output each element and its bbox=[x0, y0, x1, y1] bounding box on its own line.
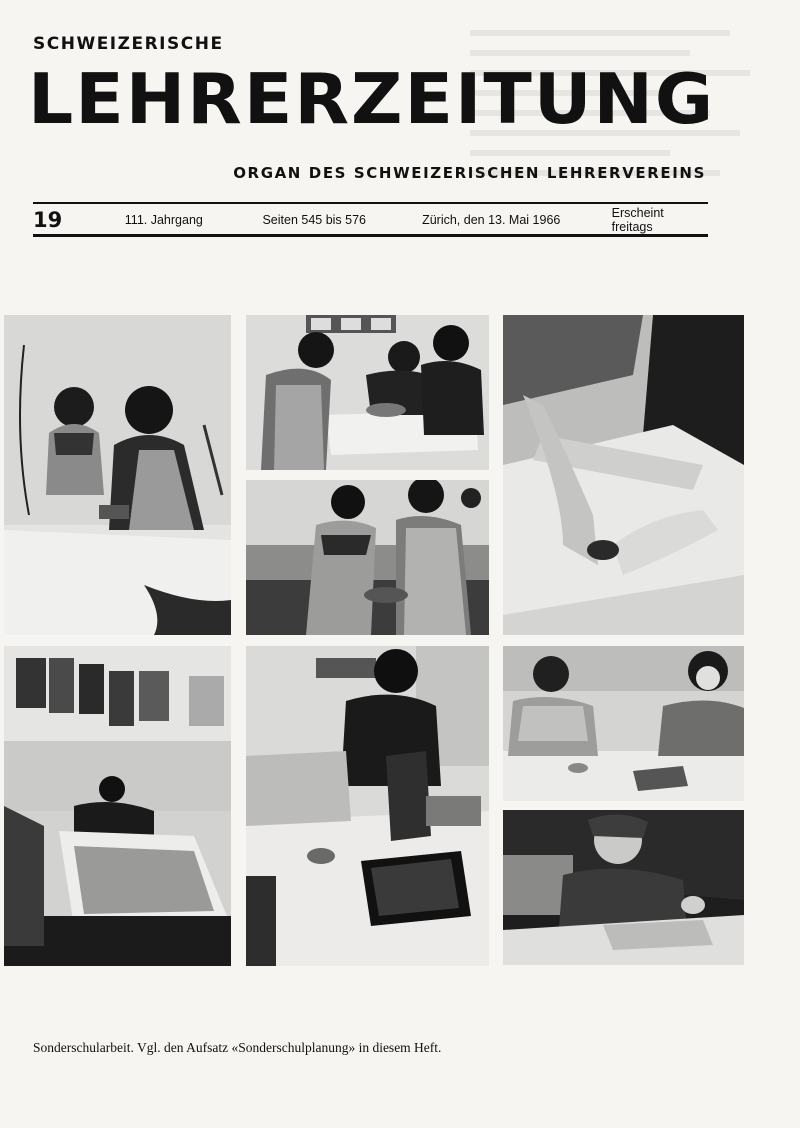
issue-frequency: Erscheint freitags bbox=[611, 206, 664, 234]
photo-child-crafting bbox=[503, 810, 744, 965]
masthead-subtitle: ORGAN DES SCHWEIZERISCHEN LEHRERVEREINS bbox=[233, 164, 706, 182]
issue-number: 19 bbox=[33, 208, 63, 232]
issue-pages: Seiten 545 bis 576 bbox=[262, 213, 367, 227]
photo-hands-closeup bbox=[503, 315, 744, 635]
masthead-title: LEHRERZEITUNG bbox=[28, 58, 716, 140]
issue-jahrgang: 111. Jahrgang bbox=[124, 213, 203, 227]
cover-caption: Sonderschularbeit. Vgl. den Aufsatz «Sonderschulplanung» in diesem Heft. bbox=[33, 1040, 442, 1055]
photo-ironing-girls bbox=[4, 315, 231, 635]
rule-top bbox=[33, 202, 708, 204]
photo-two-children-table bbox=[503, 646, 744, 801]
photo-printing-boy bbox=[246, 646, 489, 966]
photo-weaving-room bbox=[4, 646, 231, 966]
photo-kitchen-work bbox=[246, 315, 489, 470]
issue-place-date: Zürich, den 13. Mai 1966 bbox=[422, 213, 561, 227]
masthead-overline: SCHWEIZERISCHE bbox=[33, 34, 224, 54]
photo-cooking-girls bbox=[246, 480, 489, 635]
rule-bottom bbox=[33, 234, 708, 237]
issue-info-row bbox=[33, 206, 708, 234]
